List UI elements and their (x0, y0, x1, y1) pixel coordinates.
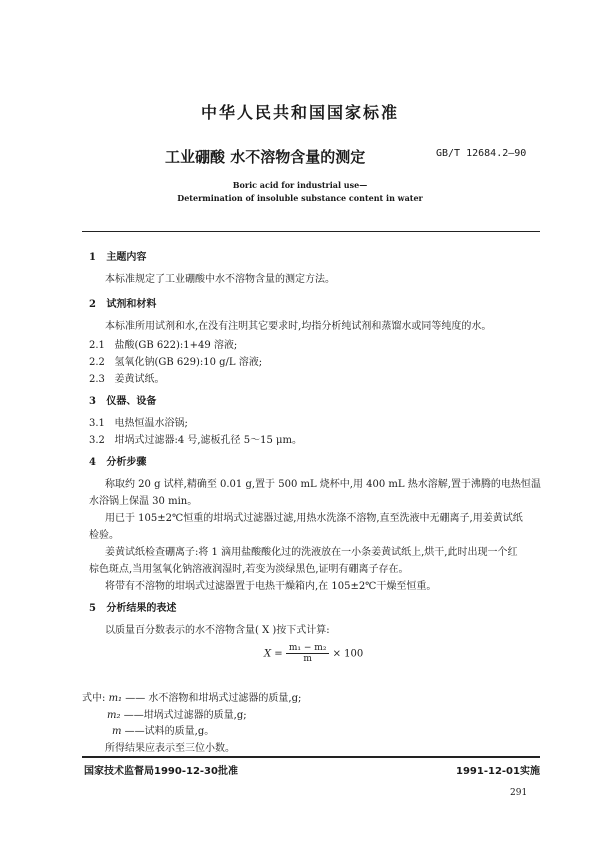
paragraph-line: 姜黄试纸检查硼离子:将 1 滴用盐酸酸化过的洗液放在一小条姜黄试纸上,烘干,此时出现一个红 (105, 547, 518, 558)
item-number: 3.1 (89, 418, 105, 429)
item-text: 氢氧化钠(GB 629):10 g/L 溶液; (114, 357, 263, 368)
page-number: 291 (510, 788, 528, 798)
paragraph-line: 称取约 20 g 试样,精确至 0.01 g,置于 500 mL 烧杯中,用 400 mL 热水溶解,置于沸腾的电热恒温 (105, 479, 541, 490)
formula-lhs: X = (264, 648, 283, 660)
section-3-heading (89, 392, 156, 407)
formula-rhs: × 100 (332, 648, 364, 660)
list-item (89, 353, 262, 368)
section-title: 分析步骤 (106, 457, 147, 468)
section-1-text: 本标准规定了工业硼酸中水不溶物含量的测定方法。 (105, 274, 335, 285)
variable-definition (107, 706, 247, 721)
document-title-cn: 工业硼酸 水不溶物含量的测定 (165, 148, 366, 166)
variable-symbol: m₂ (107, 710, 121, 721)
variable-description: —— 水不溶物和坩埚式过滤器的质量,g; (125, 693, 302, 704)
section-2-intro: 本标准所用试剂和水,在没有注明其它要求时,均指分析纯试剂和蒸馏水或同等纯度的水。 (105, 321, 492, 332)
section-number: 5 (89, 603, 96, 614)
paragraph-line: 检验。 (89, 530, 119, 541)
section-title: 试剂和材料 (106, 299, 157, 310)
paragraph-line: 将带有不溶物的坩埚式过滤器置于电热干燥箱内,在 105±2℃干燥至恒重。 (105, 581, 437, 592)
header-divider (82, 231, 540, 232)
item-text: 电热恒温水浴锅; (114, 418, 188, 429)
variable-symbol: m (112, 726, 122, 737)
formula (264, 643, 363, 665)
paragraph-line: 棕色斑点,当用氢氧化钠溶液润湿时,若变为淡绿黑色,证明有硼离子存在。 (89, 564, 409, 575)
section-number: 2 (89, 299, 96, 310)
approval-date: 国家技术监督局1990-12-30批准 (84, 766, 238, 777)
list-item (89, 431, 302, 446)
list-item (89, 414, 188, 429)
item-text: 姜黄试纸。 (114, 374, 165, 385)
formula-denominator: m (303, 654, 312, 665)
section-5-heading (89, 599, 176, 614)
section-number: 3 (89, 396, 96, 407)
variable-symbol: m₁ (108, 693, 123, 704)
section-number: 4 (89, 457, 96, 468)
item-number: 2.1 (89, 340, 105, 351)
where-clause (82, 689, 301, 704)
item-text: 坩埚式过滤器:4 号,滤板孔径 5～15 μm。 (114, 435, 302, 446)
formula-numerator: m₁ − m₂ (286, 643, 330, 654)
section-title: 分析结果的表述 (106, 603, 177, 614)
document-title-en-line2: Determination of insoluble substance content in water (177, 193, 423, 203)
where-label: 式中: (82, 693, 106, 704)
formula-intro: 以质量百分数表示的水不溶物含量( X )按下式计算: (105, 625, 330, 636)
paragraph-line: 用已于 105±2℃恒重的坩埚式过滤器过滤,用热水洗涤不溶物,直至洗液中无硼离子,用姜黄试纸 (105, 513, 523, 524)
section-title: 主题内容 (106, 252, 147, 263)
variable-definition (112, 722, 214, 737)
section-number: 1 (89, 252, 96, 263)
variable-description: ——坩埚式过滤器的质量,g; (123, 710, 247, 721)
formula-fraction (286, 643, 330, 665)
implementation-date: 1991-12-01实施 (456, 766, 540, 777)
standard-code: GB/T 12684.2—90 (436, 148, 527, 159)
section-4-heading (89, 453, 146, 468)
national-standard-title: 中华人民共和国国家标准 (200, 103, 399, 122)
document-title-en-line1: Boric acid for industrial use— (232, 180, 368, 190)
list-item (89, 370, 164, 385)
section-2-heading (89, 295, 156, 310)
variable-description: ——试料的质量,g。 (124, 726, 215, 737)
item-text: 盐酸(GB 622):1+49 溶液; (114, 340, 238, 351)
footer-divider (82, 756, 540, 758)
item-number: 3.2 (89, 435, 105, 446)
item-number: 2.3 (89, 374, 105, 385)
section-title: 仪器、设备 (106, 396, 157, 407)
precision-note: 所得结果应表示至三位小数。 (105, 743, 235, 754)
list-item (89, 336, 237, 351)
item-number: 2.2 (89, 357, 105, 368)
section-1-heading (89, 248, 146, 263)
paragraph-line: 水浴锅上保温 30 min。 (89, 496, 198, 507)
